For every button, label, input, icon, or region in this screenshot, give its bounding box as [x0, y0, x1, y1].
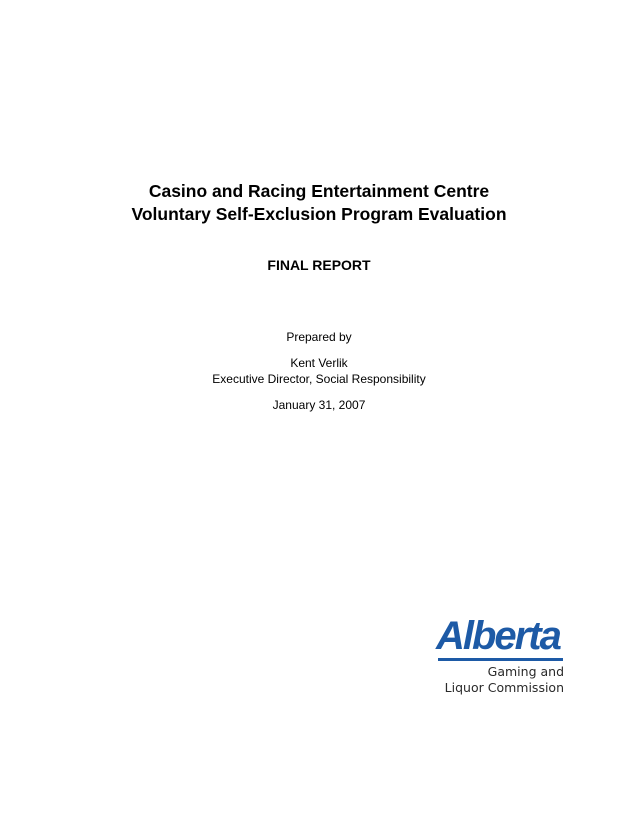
- logo-subtitle-line-1: Gaming and: [487, 664, 564, 679]
- alberta-gaming-logo: [436, 614, 568, 694]
- report-label: FINAL REPORT: [267, 257, 371, 273]
- report-date: January 31, 2007: [272, 398, 366, 412]
- logo-subtitle-line-2: Liquor Commission: [444, 680, 564, 695]
- title-line-1: Casino and Racing Entertainment Centre: [148, 181, 490, 201]
- author-position: Executive Director, Social Responsibility: [212, 372, 426, 386]
- document-title: [0, 180, 638, 226]
- logo-underline: [438, 658, 563, 661]
- title-line-2: Voluntary Self-Exclusion Program Evaluation: [131, 204, 507, 224]
- author-name: Kent Verlik: [290, 356, 348, 370]
- prepared-by-block: [0, 329, 638, 413]
- prepared-by-label: Prepared by: [286, 330, 352, 344]
- alberta-wordmark: Alberta: [436, 614, 560, 658]
